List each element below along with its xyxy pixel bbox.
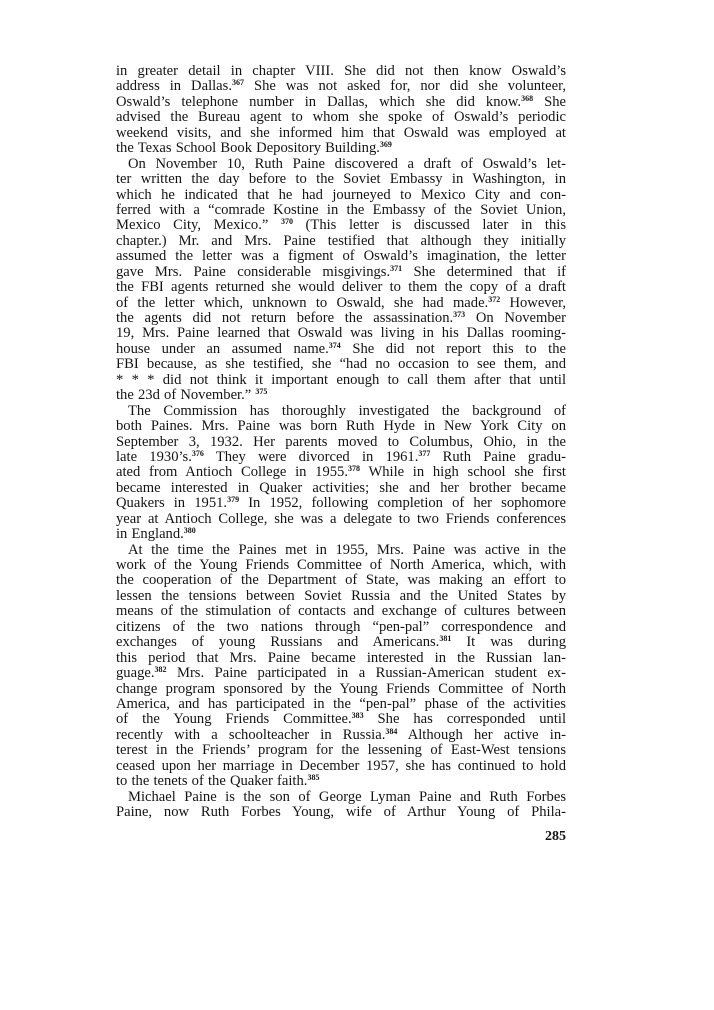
text-line: [116, 481, 566, 496]
text-span: became interested in Quaker activities; she and her brother became: [116, 479, 566, 496]
footnote-reference: 382: [154, 665, 167, 675]
text-line: [116, 759, 566, 774]
footnote-reference: 372: [488, 294, 501, 304]
text-line: [116, 712, 566, 727]
footnote-reference: 384: [385, 726, 398, 736]
text-line: [116, 79, 566, 94]
text-line: [116, 172, 566, 187]
text-line: [116, 95, 566, 110]
text-span: citizens of the two nations through “pen-pal” correspondence and: [116, 618, 566, 635]
paragraph: [116, 790, 566, 821]
text-span: of the Young Friends Committee.: [116, 711, 352, 728]
text-line: [116, 419, 566, 434]
text-span: Paine, now Ruth Forbes Young, wife of Arthur Young of Phila-: [116, 804, 566, 820]
text-line: [116, 465, 566, 480]
text-span: September 3, 1932. Her parents moved to Columbus, Ohio, in the: [116, 433, 566, 450]
text-span: gave Mrs. Paine considerable misgivings.: [116, 263, 391, 280]
text-line: [116, 265, 566, 280]
text-line: [116, 527, 566, 542]
text-span: Mrs. Paine participated in a Russian-American student ex-: [166, 665, 566, 682]
text-line: [116, 435, 566, 450]
text-span: ferred with a “comrade Kostine in the Embassy of the Soviet Union,: [116, 201, 566, 218]
paragraph: [116, 157, 566, 404]
footnote-reference: 373: [453, 310, 466, 319]
text-span: means of the stimulation of contacts and exchange of cultures between: [116, 603, 566, 620]
text-span: work of the Young Friends Committee of North America, which, with: [116, 557, 566, 573]
text-span: house under an assumed name.: [116, 340, 329, 357]
text-line: [116, 342, 566, 357]
text-line: [116, 620, 566, 635]
text-line: [116, 141, 566, 156]
footnote-reference: 380: [183, 526, 196, 536]
text-line: [116, 404, 566, 419]
paragraph: [116, 64, 566, 157]
text-line: [116, 682, 566, 697]
text-span: * * * did not think it important enough to call them after that until: [116, 371, 566, 388]
text-line: [116, 357, 566, 372]
footnote-reference: 370: [280, 217, 293, 227]
footnote-reference: 368: [521, 93, 534, 103]
text-span: 19, Mrs. Paine learned that Oswald was living in his Dallas rooming-: [116, 325, 566, 342]
text-span: (This letter is discussed later in this: [292, 217, 567, 234]
text-span: which he indicated that he had journeyed to Mexico City and con-: [116, 186, 566, 203]
text-line: [116, 326, 566, 341]
text-span: Quakers in 1951.: [116, 495, 228, 512]
text-span: recently with a schoolteacher in Russia.: [116, 726, 386, 743]
paragraph: [116, 404, 566, 543]
text-span: ter written the day before to the Soviet Embassy in Washington, in: [116, 171, 566, 188]
text-span: the cooperation of the Department of State, was making an effort to: [116, 572, 566, 589]
text-span: ceased upon her marriage in December 1957, she has continued to hold: [116, 757, 566, 774]
paragraph: [116, 543, 566, 790]
text-span: this period that Mrs. Paine became interested in the Russian lan-: [116, 649, 566, 666]
page-number: 285: [545, 829, 566, 844]
text-span: In 1952, following completion of her sophomore: [239, 495, 566, 512]
text-span: However,: [500, 294, 567, 311]
text-line: [116, 388, 566, 403]
text-line: [116, 790, 566, 805]
text-line: [116, 604, 566, 619]
text-line: [116, 666, 566, 681]
text-span: On November: [465, 310, 566, 326]
footnote-reference: 385: [307, 773, 320, 783]
text-span: year at Antioch College, she was a delegate to two Friends conferences: [116, 510, 566, 527]
footnote-reference: 383: [351, 711, 364, 721]
text-line: [116, 311, 566, 326]
text-span: While in high school she first: [360, 464, 566, 481]
text-span: the Texas School Book Depository Building.: [116, 140, 380, 157]
text-line: [116, 126, 566, 141]
text-line: [116, 512, 566, 527]
text-span: FBI because, as she testified, she “had no occasion to see them, and: [116, 356, 566, 373]
text-span: advised the Bureau agent to whom she spoke of Oswald’s periodic: [116, 109, 566, 126]
text-line: [116, 296, 566, 311]
text-span: On November 10, Ruth Paine discovered a draft of Oswald’s let-: [128, 155, 566, 172]
text-span: She determined that if: [402, 263, 566, 280]
text-line: [116, 203, 566, 218]
footnote-reference: 376: [191, 448, 204, 458]
footnote-reference: 377: [418, 448, 431, 458]
text-span: She has corresponded until: [363, 711, 566, 728]
text-line: [116, 743, 566, 758]
text-line: [116, 728, 566, 743]
text-span: in greater detail in chapter VIII. She did not then know Oswald’s: [116, 63, 566, 79]
footnote-reference: 381: [439, 634, 452, 644]
text-line: [116, 450, 566, 465]
text-line: [116, 558, 566, 573]
text-span: weekend visits, and she informed him that Oswald was employed at: [116, 124, 566, 141]
footnote-reference: 378: [348, 464, 360, 474]
text-span: terest in the Friends’ program for the lessening of East-West tensions: [116, 742, 566, 759]
text-line: [116, 651, 566, 666]
footnote-reference: 374: [328, 340, 341, 350]
text-line: [116, 64, 566, 79]
text-line: [116, 635, 566, 650]
footnote-reference: 371: [390, 263, 403, 273]
text-span: guage.: [116, 665, 155, 682]
text-span: Oswald’s telephone number in Dallas, which she did know.: [116, 93, 522, 110]
body-text: [116, 64, 566, 820]
text-line: [116, 805, 566, 820]
footnote-reference: 379: [227, 495, 240, 505]
text-span: lessen the tensions between Soviet Russia and the United States by: [116, 587, 566, 604]
text-span: the agents did not return before the assassination.: [116, 310, 454, 326]
text-line: [116, 496, 566, 511]
text-span: chapter.) Mr. and Mrs. Paine testified that although they initially: [116, 232, 566, 249]
text-span: At the time the Paines met in 1955, Mrs. Paine was active in the: [128, 541, 566, 558]
text-line: [116, 774, 566, 789]
text-span: They were divorced in 1961.: [203, 448, 419, 465]
text-span: It was during: [451, 634, 566, 651]
text-line: [116, 697, 566, 712]
text-span: assumed the letter was a figment of Oswald’s imagination, the letter: [116, 248, 566, 265]
text-span: America, and has participated in the “pen-pal” phase of the activities: [116, 695, 566, 712]
text-line: [116, 157, 566, 172]
text-line: [116, 573, 566, 588]
text-line: [116, 249, 566, 264]
text-span: address in Dallas.: [116, 78, 232, 95]
text-span: the FBI agents returned she would deliver to them the copy of a draft: [116, 279, 566, 296]
text-line: [116, 218, 566, 233]
text-span: ated from Antioch College in 1955.: [116, 464, 348, 481]
text-span: Although her active in-: [397, 726, 566, 743]
text-span: She: [533, 93, 567, 110]
text-span: She did not report this to the: [340, 340, 566, 357]
footnote-reference: 369: [379, 140, 392, 150]
text-span: of the letter which, unknown to Oswald, she had made.: [116, 294, 489, 311]
text-span: Michael Paine is the son of George Lyman Paine and Ruth Forbes: [128, 788, 566, 805]
footnote-reference: 375: [255, 387, 268, 397]
text-span: late 1930’s.: [116, 448, 192, 465]
text-line: [116, 188, 566, 203]
text-line: [116, 234, 566, 249]
text-line: [116, 280, 566, 295]
text-span: the 23d of November.”: [116, 387, 256, 404]
text-span: exchanges of young Russians and Americans.: [116, 634, 440, 651]
footnote-reference: 367: [232, 78, 244, 88]
text-line: [116, 589, 566, 604]
text-span: change program sponsored by the Young Friends Committee of North: [116, 680, 566, 697]
text-span: She was not asked for, nor did she volunteer,: [244, 78, 566, 95]
text-span: Ruth Paine gradu-: [430, 448, 566, 465]
text-span: in England.: [116, 526, 184, 543]
text-span: The Commission has thoroughly investigated the background of: [128, 402, 566, 419]
text-line: [116, 110, 566, 125]
text-line: [116, 373, 566, 388]
text-span: both Paines. Mrs. Paine was born Ruth Hyde in New York City on: [116, 418, 566, 435]
text-span: to the tenets of the Quaker faith.: [116, 773, 308, 790]
text-span: Mexico City, Mexico.”: [116, 217, 281, 234]
text-line: [116, 543, 566, 558]
